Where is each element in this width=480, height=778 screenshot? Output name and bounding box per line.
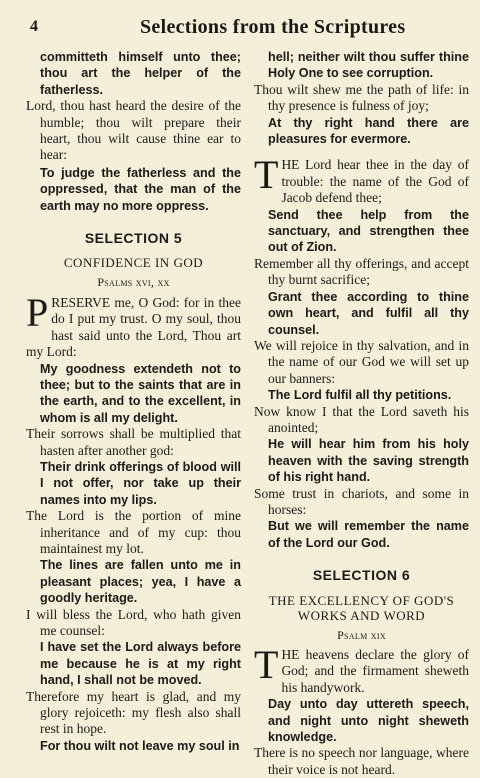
minister-reading [254, 642, 469, 696]
minister-reading-text: RESERVE me, O God: for in thee do I put my trust. O my soul, thou hast said unto the Lord, Thou art my Lord: [26, 294, 241, 360]
people-response: Send thee help from the sanctuary, and strengthen thee out of Zion. [268, 207, 469, 255]
scripture-reference: Psalms xvi, xx [97, 275, 170, 290]
people-response: I have set the Lord always before me because he is at my right hand, I shall not be moved. [40, 640, 241, 688]
people-response: My goodness extendeth not to thee; but to the saints that are in the earth, and to the excellent, in whom is all my delight. [40, 361, 241, 425]
minister-reading: Their sorrows shall be multiplied that hasten after another god: [26, 426, 241, 458]
minister-reading: The Lord is the portion of mine inheritance and of my cup: thou maintainest my lot. [26, 508, 241, 556]
people-response: But we will remember the name of the Lord our God. [268, 519, 469, 550]
people-response: For thou wilt not leave my soul in [40, 738, 240, 753]
people-response: Their drink offerings of blood will I not offer, nor take up their names into my lips. [40, 459, 241, 507]
minister-reading: There is no speech nor language, where their voice is not heard. [254, 745, 469, 777]
people-response: To judge the fatherless and the oppressed, that the man of the earth may no more oppress. [40, 165, 241, 213]
minister-reading: I will bless the Lord, who hath given me counsel: [26, 606, 241, 638]
running-title: Selections from the Scriptures [140, 16, 406, 38]
right-column [254, 47, 469, 778]
people-response: At thy right hand there are pleasures for evermore. [268, 115, 469, 147]
minister-reading: Lord, thou hast heard the desire of the humble; thou wilt prepare their heart, thou wilt cause thine ear to hear: [26, 98, 241, 163]
people-response: The Lord fulfil all thy petitions. [268, 388, 452, 403]
people-response: committeth himself unto thee; thou art the helper of the fatherless. [40, 50, 241, 97]
minister-reading-text: HE heavens declare the glory of God; and the firmament sheweth his handywork. [281, 647, 469, 695]
scripture-reference: Psalm xix [337, 627, 386, 642]
page-number: 4 [30, 18, 38, 35]
minister-reading: Now know I that the Lord saveth his anointed; [254, 403, 469, 435]
people-response: Day unto day uttereth speech, and night unto night sheweth knowledge. [268, 697, 469, 745]
minister-reading [254, 152, 469, 206]
minister-reading: Remember all thy offerings, and accept thy burnt sacrifice; [254, 255, 469, 288]
minister-reading [26, 289, 241, 361]
selection-title: THE EXCELLENCY OF GOD'S WORKS AND WORD [268, 592, 455, 623]
selection-title: CONFIDENCE IN GOD [63, 255, 204, 271]
minister-reading-text: HE Lord hear thee in the day of trouble: the name of the God of Jacob defend thee; [281, 157, 469, 206]
people-response: He will hear him from his holy heaven with the saving strength of his right hand. [268, 437, 469, 485]
minister-reading: Thou wilt shew me the path of life: in thy presence is fulness of joy; [254, 81, 469, 114]
selection-heading: SELECTION 6 [312, 567, 411, 584]
minister-reading: Therefore my heart is glad, and my glory rejoiceth: my flesh also shall rest in hope. [26, 688, 241, 737]
people-response: Grant thee according to thine own heart, and fulfil all thy counsel. [268, 289, 469, 337]
people-response: The lines are fallen unto me in pleasant places; yea, I have a goodly heritage. [40, 558, 241, 606]
drop-cap: T [254, 152, 279, 198]
people-response: hell; neither wilt thou suffer thine Holy One to see corruption. [268, 50, 469, 81]
drop-cap: T [254, 642, 279, 687]
left-column [26, 47, 241, 754]
drop-cap: P [26, 289, 49, 335]
selection-heading: SELECTION 5 [84, 230, 183, 247]
minister-reading: Some trust in chariots, and some in horses: [254, 485, 469, 517]
page-header [30, 16, 466, 42]
minister-reading: We will rejoice in thy salvation, and in the name of our God we will set up our banners: [254, 337, 469, 386]
